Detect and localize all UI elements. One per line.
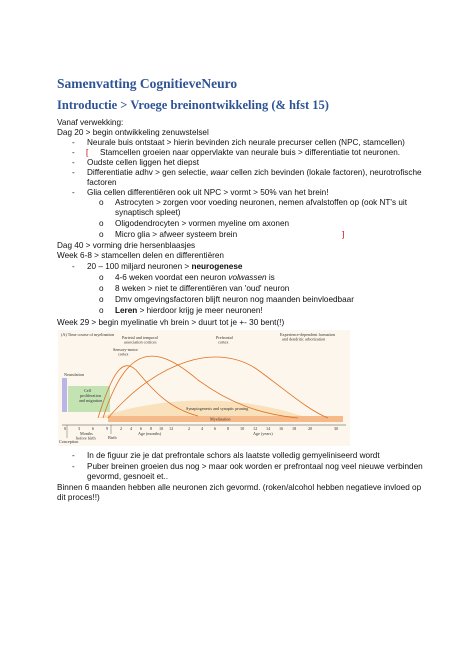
bullet-circle: o (99, 198, 104, 207)
age-months-label: Age (months) (138, 431, 162, 436)
comment-marker: ] (342, 230, 345, 239)
bullet-dash: - (72, 451, 75, 460)
text-line: Vanaf verwekking: (57, 118, 124, 127)
year-tick: 16 (279, 426, 284, 431)
comment-marker: [ (86, 148, 89, 157)
text-line: dit proces!!) (57, 493, 100, 502)
bullet-circle: o (99, 219, 104, 228)
panel-title: (A) Time course of myelination (61, 332, 115, 337)
bullet-circle: o (99, 295, 104, 304)
bold-run: neurogenese (191, 262, 243, 271)
bullet-circle: o (99, 273, 104, 282)
bullet-dash: - (72, 158, 75, 167)
year-tick: 2 (188, 426, 191, 431)
text-line: Puber breinen groeien dus nog > maar ook worden er prefrontaal nog veel nieuwe verbinden (87, 462, 423, 471)
myelination-figure-svg (58, 330, 350, 446)
text-run: is (266, 273, 275, 282)
year-tick: 12 (253, 426, 258, 431)
sensory-label: Sensory-motor (113, 347, 138, 352)
year-tick: 30 (334, 426, 339, 431)
bullet-dash: - (72, 262, 75, 271)
year-tick: 14 (266, 426, 271, 431)
age-years-label: Age (years) (253, 431, 273, 436)
year-tick: 20 (308, 426, 313, 431)
text-line: Neurale buis ontstaat > hierin bevinden zich neurale precurser cellen (NPC, stamcellen) (87, 138, 405, 147)
prenatal-tick: 9 (106, 426, 109, 431)
year-tick: 4 (201, 426, 204, 431)
italic-run: waar (210, 168, 229, 177)
text-line (87, 168, 422, 178)
text-run: > hierdoor krijg je meer neuronen! (137, 306, 263, 315)
year-tick: 6 (214, 426, 217, 431)
prefrontal-label-2: cortex (218, 339, 229, 345)
prenatal-tick: 6 (92, 426, 95, 431)
text-line: Oudste cellen liggen het diepst (87, 158, 199, 167)
parietal-label-2: association cortices (124, 339, 157, 345)
months-label-2: before birth (76, 435, 96, 441)
text-run: 4-6 weken voordat een neuron (115, 273, 229, 282)
text-line: Binnen 6 maanden hebben alle neuronen zich gevormd. (roken/alcohol hebben negatieve invloed op (57, 483, 422, 492)
bullet-dash: - (72, 462, 75, 471)
text-line: factoren (87, 178, 117, 187)
bullet-circle: o (99, 306, 104, 315)
text-line: Micro glia > afweer systeem brein (115, 230, 238, 239)
prenatal-tick: 0 (64, 426, 67, 431)
month-tick: 12 (169, 426, 174, 431)
cell-label-2: proliferation (80, 393, 101, 398)
text-line: Dag 20 > begin ontwikkeling zenuwstelsel (57, 128, 209, 137)
text-run: 20 – 100 miljard neuronen > (87, 262, 192, 271)
birth-label: Birth (108, 435, 117, 440)
bullet-dash: - (72, 138, 75, 147)
bold-run: Leren (115, 306, 138, 315)
sensory-label-2: cortex (118, 351, 129, 357)
month-tick: 10 (159, 426, 164, 431)
year-tick: 18 (292, 426, 297, 431)
month-tick: 8 (150, 426, 153, 431)
text-line: Oligodendrocyten > vormen myeline om axonen (115, 219, 290, 228)
prenatal-tick: 3 (78, 426, 81, 431)
bullet-circle: o (99, 230, 104, 239)
month-tick: 6 (140, 426, 143, 431)
parietal-label: Parietal and temporal (122, 335, 158, 340)
myelination-label: Myelination (210, 416, 231, 422)
text-line: Dag 40 > vorming drie hersenblaasjes (57, 241, 196, 250)
text-run: Differentiatie adhv > gen selectie, (87, 168, 211, 177)
month-tick: 4 (130, 426, 133, 431)
text-line: Week 6-8 > stamcellen delen en differentiëren (57, 251, 224, 260)
months-label: Months (80, 431, 93, 436)
text-line (115, 306, 263, 316)
myelination-figure (58, 330, 350, 446)
text-line (115, 273, 275, 283)
text-line: Week 29 > begin myelinatie vh brein > duurt tot je +- 30 bent(!) (57, 318, 285, 327)
bullet-dash: - (72, 168, 75, 177)
text-line: Glia cellen differentiëren ook uit NPC > vormt > 50% van het brein! (87, 188, 329, 197)
text-line: 8 weken > niet te differentiëren van 'oud' neuron (115, 284, 290, 293)
bullet-circle: o (99, 284, 104, 293)
text-line: Astrocyten > zorgen voor voeding neuronen, nemen afvalstoffen op (ook NT's uit (115, 198, 408, 207)
cell-label: Cell (84, 388, 91, 393)
bullet-dash: - (72, 188, 75, 197)
bullet-dash: - (72, 148, 75, 157)
text-line: Stamcellen groeien naar oppervlakte van neurale buis > differentiatie tot neuronen. (100, 148, 401, 157)
experience-label-2: and dendritic arborization (282, 336, 326, 342)
year-tick: 10 (240, 426, 245, 431)
text-line: synaptisch spleet) (115, 208, 181, 217)
italic-run: volwassen (228, 273, 267, 282)
year-tick: 8 (227, 426, 230, 431)
section-heading: Introductie > Vroege breinontwikkeling (& hfst 15) (57, 98, 329, 112)
document-title: Samenvatting CognitieveNeuro (57, 76, 238, 91)
experience-label: Experience-dependent formation (280, 332, 335, 337)
cell-label-3: and migration (79, 398, 103, 403)
neurulation-band (62, 378, 67, 412)
synaptogenesis-label: Synaptogenesis and synaptic pruning (186, 406, 249, 411)
text-line (87, 262, 242, 272)
text-run: cellen zich bevinden (lokale factoren), neurotrofische (228, 168, 422, 177)
text-line: gevormd, gesnoeit et.. (87, 472, 169, 481)
prefrontal-label: Prefrontal (216, 335, 233, 340)
conception-label: Conception (59, 439, 79, 444)
month-tick: 2 (120, 426, 123, 431)
text-line: Dmv omgevingsfactoren blijft neuron nog maanden beinvloedbaar (115, 295, 354, 304)
text-line: In de figuur zie je dat prefrontale schors als laatste volledig gemyeliniseerd wordt (87, 451, 380, 460)
neurulation-label: Neurulation (64, 372, 85, 377)
